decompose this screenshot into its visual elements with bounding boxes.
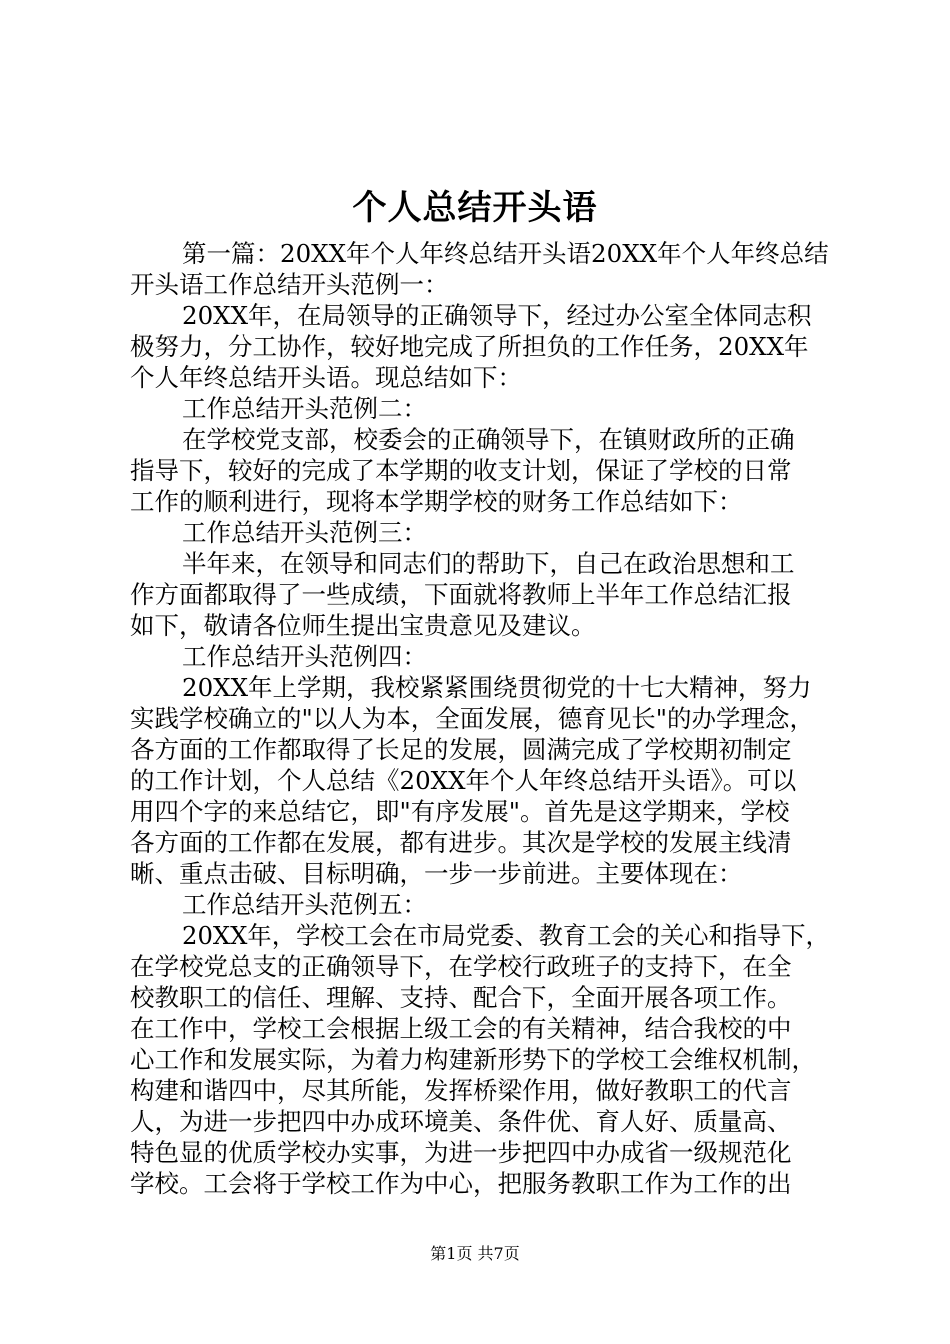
text-line: 工作总结开头范例五： <box>182 890 427 919</box>
text-line: 学校。工会将于学校工作为中心，把服务教职工作为工作的出 <box>130 1169 792 1198</box>
text-line: 开头语工作总结开头范例一： <box>130 270 449 299</box>
text-line: 个人年终总结开头语。现总结如下： <box>130 363 522 392</box>
document-title: 个人总结开头语 <box>352 188 598 228</box>
text-line: 用四个字的来总结它，即"有序发展"。首先是这学期来，学校 <box>130 797 790 826</box>
text-line: 实践学校确立的"以人为本，全面发展，德育见长"的办学理念， <box>130 704 815 733</box>
text-line: 的工作计划，个人总结《20XX年个人年终总结开头语》。可以 <box>130 766 797 795</box>
text-line: 第一篇：20XX年个人年终总结开头语20XX年个人年终总结 <box>182 239 829 268</box>
text-line: 各方面的工作都在发展，都有进步。其次是学校的发展主线清 <box>130 828 792 857</box>
text-line: 在学校党支部，校委会的正确领导下，在镇财政所的正确 <box>182 425 795 454</box>
text-line: 在工作中，学校工会根据上级工会的有关精神，结合我校的中 <box>130 1014 792 1043</box>
text-line: 人，为进一步把四中办成环境美、条件优、育人好、质量高、 <box>130 1107 792 1136</box>
text-line: 在学校党总支的正确领导下，在学校行政班子的支持下，在全 <box>130 952 792 981</box>
text-line: 工作总结开头范例四： <box>182 642 427 671</box>
text-line: 晰、重点击破、目标明确，一步一步前进。主要体现在： <box>130 859 743 888</box>
text-line: 指导下，较好的完成了本学期的收支计划，保证了学校的日常 <box>130 456 792 485</box>
text-line: 心工作和发展实际，为着力构建新形势下的学校工会维权机制， <box>130 1045 816 1074</box>
text-line: 20XX年，学校工会在市局党委、教育工会的关心和指导下， <box>182 921 830 950</box>
text-line: 构建和谐四中，尽其所能，发挥桥梁作用，做好教职工的代言 <box>130 1076 792 1105</box>
text-line: 作方面都取得了一些成绩，下面就将教师上半年工作总结汇报 <box>130 580 792 609</box>
text-line: 极努力，分工协作，较好地完成了所担负的工作任务，20XX年 <box>130 332 809 361</box>
text-line: 20XX年上学期，我校紧紧围绕贯彻党的十七大精神，努力 <box>182 673 812 702</box>
text-line: 20XX年，在局领导的正确领导下，经过办公室全体同志积 <box>182 301 812 330</box>
text-line: 半年来，在领导和同志们的帮助下，自己在政治思想和工 <box>182 549 795 578</box>
text-line: 各方面的工作都取得了长足的发展，圆满完成了学校期初制定 <box>130 735 792 764</box>
text-line: 工作总结开头范例二： <box>182 394 427 423</box>
page-footer: 第1页 共7页 <box>430 1244 520 1263</box>
text-line: 校教职工的信任、理解、支持、配合下，全面开展各项工作。 <box>130 983 792 1012</box>
text-line: 工作总结开头范例三： <box>182 518 427 547</box>
text-line: 如下，敬请各位师生提出宝贵意见及建议。 <box>130 611 596 640</box>
document-body <box>130 238 830 1199</box>
text-line: 特色显的优质学校办实事，为进一步把四中办成省一级规范化 <box>130 1138 792 1167</box>
text-line: 工作的顺利进行，现将本学期学校的财务工作总结如下： <box>130 487 743 516</box>
